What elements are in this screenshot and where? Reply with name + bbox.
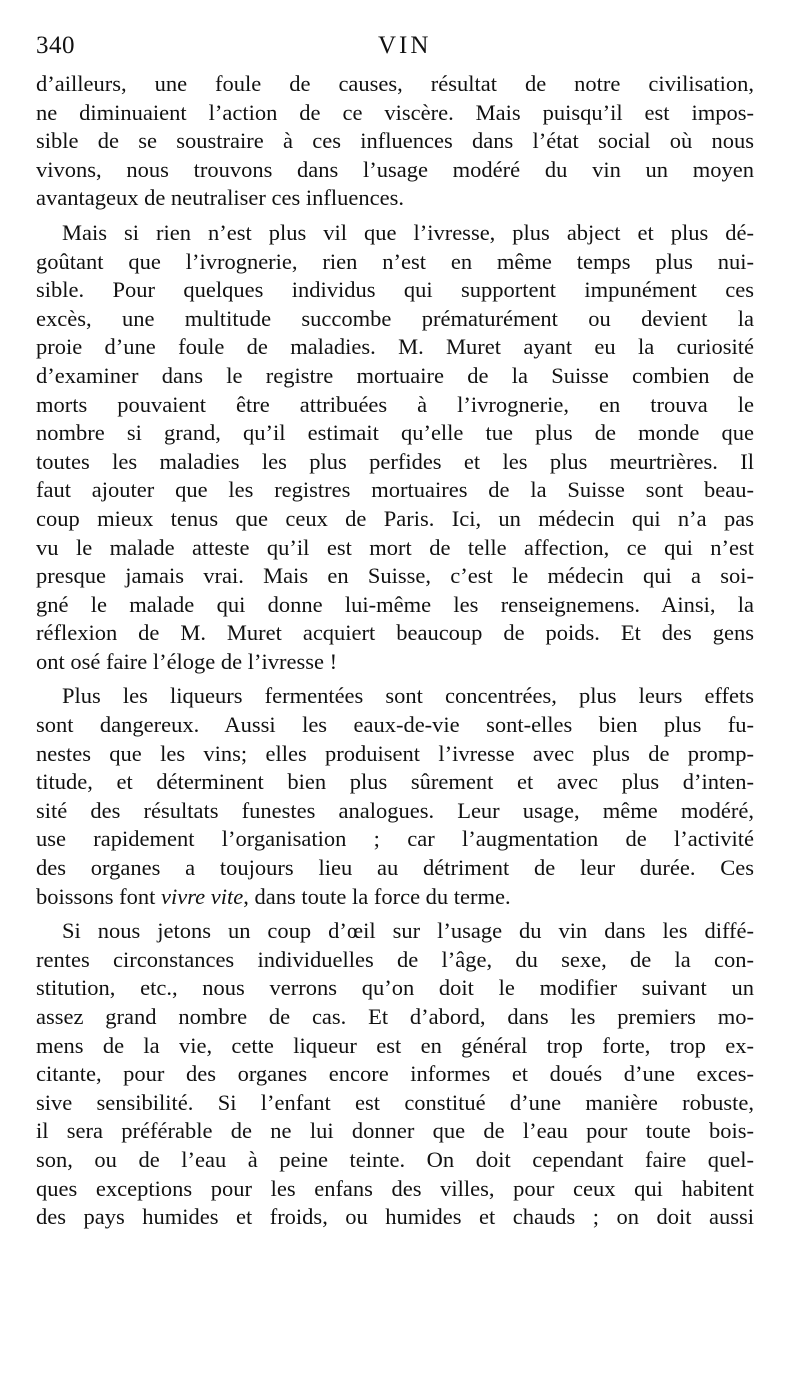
body-text <box>36 70 754 1238</box>
text-line: mens de la vie, cette liqueur est en général trop forte, trop ex- <box>36 1032 754 1058</box>
page-header <box>36 32 754 66</box>
text-line: excès, une multitude succombe prématurément ou devient la <box>36 305 754 331</box>
text-line: proie d’une foule de maladies. M. Muret ayant eu la curiosité <box>36 334 754 360</box>
text-line: vu le malade atteste qu’il est mort de telle affection, ce qui n’est <box>36 534 754 560</box>
text-line: Mais si rien n’est plus vil que l’ivresse, plus abject et plus dé- <box>62 219 754 245</box>
text-line: Si nous jetons un coup d’œil sur l’usage du vin dans les diffé- <box>62 918 754 944</box>
text-line: réflexion de M. Muret acquiert beaucoup de poids. Et des gens <box>36 620 754 646</box>
text-line: sive sensibilité. Si l’enfant est constitué d’une manière robuste, <box>36 1089 754 1115</box>
paragraph <box>36 70 754 213</box>
text-line: goûtant que l’ivrognerie, rien n’est en même temps plus nui- <box>36 248 754 274</box>
text-line: use rapidement l’organisation ; car l’augmentation de l’activité <box>36 826 754 852</box>
text-line: titude, et déterminent bien plus sûrement et avec plus d’inten- <box>36 769 754 795</box>
text-line: ne diminuaient l’action de ce viscère. Mais puisqu’il est impos- <box>36 99 754 125</box>
text-line: ont osé faire l’éloge de l’ivresse ! <box>36 648 338 674</box>
paragraph <box>36 917 754 1232</box>
running-head: VIN <box>378 32 432 59</box>
text-line: vivons, nous trouvons dans l’usage modéré du vin un moyen <box>36 156 754 182</box>
text-line: ques exceptions pour les enfans des villes, pour ceux qui habitent <box>36 1175 754 1201</box>
text-line: rentes circonstances individuelles de l’âge, du sexe, de la con- <box>36 946 754 972</box>
text-line: il sera préférable de ne lui donner que de l’eau pour toute bois- <box>36 1118 754 1144</box>
text-line: d’examiner dans le registre mortuaire de la Suisse combien de <box>36 362 754 388</box>
text-line: coup mieux tenus que ceux de Paris. Ici, un médecin qui n’a pas <box>36 505 754 531</box>
text-segment: boissons font <box>36 883 162 909</box>
text-line: sont dangereux. Aussi les eaux-de-vie sont-elles bien plus fu- <box>36 712 754 738</box>
text-line: nombre si grand, qu’il estimait qu’elle tue plus de monde que <box>36 420 754 446</box>
italic-phrase: vivre vite <box>161 883 244 909</box>
text-line: faut ajouter que les registres mortuaires de la Suisse sont beau- <box>36 477 754 503</box>
text-line: sible de se soustraire à ces influences dans l’état social où nous <box>36 128 754 154</box>
text-line: avantageux de neutraliser ces influences. <box>36 185 404 211</box>
paragraph <box>36 682 754 911</box>
text-line: des organes a toujours lieu au détriment de leur durée. Ces <box>36 855 754 881</box>
text-line: stitution, etc., nous verrons qu’on doit le modifier suivant un <box>36 975 754 1001</box>
text-line <box>36 883 754 912</box>
text-line: nestes que les vins; elles produisent l’ivresse avec plus de promp- <box>36 740 754 766</box>
text-line: morts pouvaient être attribuées à l’ivrognerie, en trouva le <box>36 391 754 417</box>
text-line: toutes les maladies les plus perfides et les plus meurtrières. Il <box>36 448 754 474</box>
text-line: son, ou de l’eau à peine teinte. On doit cependant faire quel- <box>36 1146 754 1172</box>
text-line: sible. Pour quelques individus qui supportent impunément ces <box>36 277 754 303</box>
text-line: des pays humides et froids, ou humides et chauds ; on doit aussi <box>36 1204 754 1230</box>
text-line: gné le malade qui donne lui-même les renseignemens. Ainsi, la <box>36 591 754 617</box>
text-segment: , dans toute la force du terme. <box>243 883 511 909</box>
text-line: Plus les liqueurs fermentées sont concentrées, plus leurs effets <box>62 683 754 709</box>
text-line: presque jamais vrai. Mais en Suisse, c’est le médecin qui a soi- <box>36 563 754 589</box>
text-line: d’ailleurs, une foule de causes, résultat de notre civilisation, <box>36 71 754 96</box>
page-number: 340 <box>36 32 75 59</box>
text-line: citante, pour des organes encore informes et doués d’une exces- <box>36 1061 754 1087</box>
paragraph <box>36 219 754 677</box>
text-line: sité des résultats funestes analogues. Leur usage, même modéré, <box>36 797 754 823</box>
text-line: assez grand nombre de cas. Et d’abord, dans les premiers mo- <box>36 1004 754 1029</box>
